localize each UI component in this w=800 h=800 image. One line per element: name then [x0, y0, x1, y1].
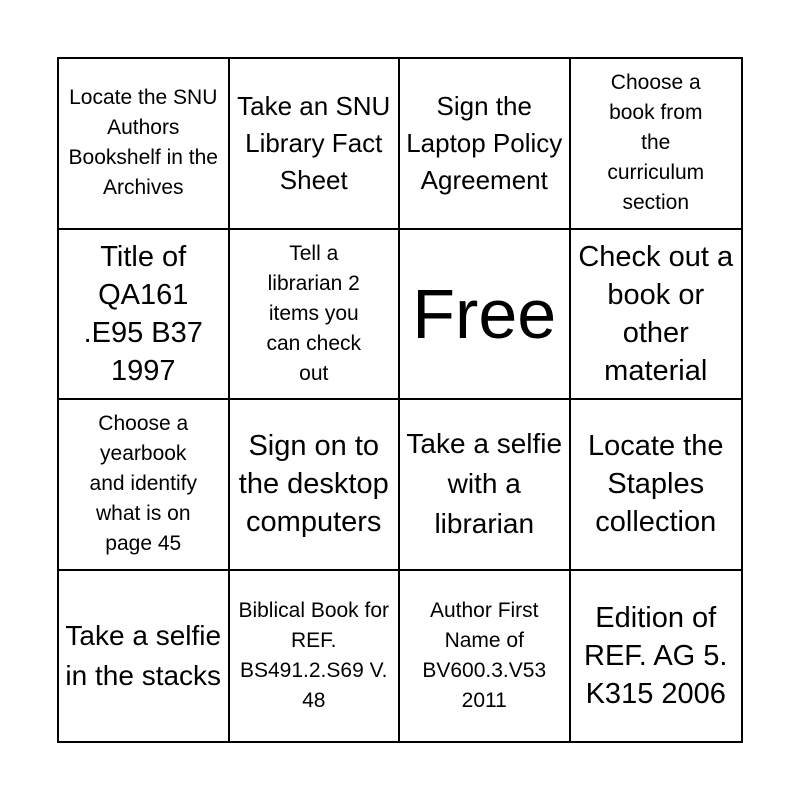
cell-text: Take an SNU Library Fact Sheet [237, 90, 391, 195]
bingo-cell[interactable] [59, 571, 230, 742]
bingo-cell[interactable] [230, 400, 401, 571]
cell-text: Choose a yearbook and identify what is on page 45 [89, 412, 197, 556]
bingo-cell[interactable] [230, 59, 401, 230]
cell-text: Sign on to the desktop computers [238, 430, 389, 539]
cell-text: Check out a book or other material [578, 240, 734, 387]
bingo-cell[interactable] [571, 230, 742, 401]
cell-text: Edition of REF. AG 5. K315 2006 [584, 601, 728, 710]
bingo-board [57, 57, 743, 743]
cell-text: Tell a librarian 2 items you can check out [266, 241, 362, 385]
cell-text: Title of QA161 .E95 B37 1997 [83, 240, 203, 387]
cell-text: Biblical Book for REF. BS491.2.S69 V. 48 [238, 598, 390, 712]
cell-text: Locate the SNU Authors Bookshelf in the Archives [68, 86, 218, 200]
bingo-cell[interactable] [400, 59, 571, 230]
free-space-cell[interactable] [400, 230, 571, 401]
cell-text: Take a selfie in the stacks [65, 619, 222, 691]
cell-text: Take a selfie with a librarian [406, 428, 563, 540]
bingo-cell[interactable] [59, 400, 230, 571]
cell-text: Author First Name of BV600.3.V53 2011 [422, 598, 547, 712]
bingo-cell[interactable] [571, 59, 742, 230]
bingo-cell[interactable] [400, 400, 571, 571]
cell-text: Sign the Laptop Policy Agreement [406, 90, 563, 195]
bingo-cell[interactable] [230, 230, 401, 401]
bingo-cell[interactable] [59, 59, 230, 230]
free-space-text: Free [412, 274, 557, 353]
cell-text: Locate the Staples collection [588, 430, 724, 539]
bingo-cell[interactable] [571, 400, 742, 571]
bingo-cell[interactable] [230, 571, 401, 742]
bingo-cell[interactable] [400, 571, 571, 742]
cell-text: Choose a book from the curriculum section [607, 71, 705, 215]
bingo-cell[interactable] [571, 571, 742, 742]
bingo-cell[interactable] [59, 230, 230, 401]
